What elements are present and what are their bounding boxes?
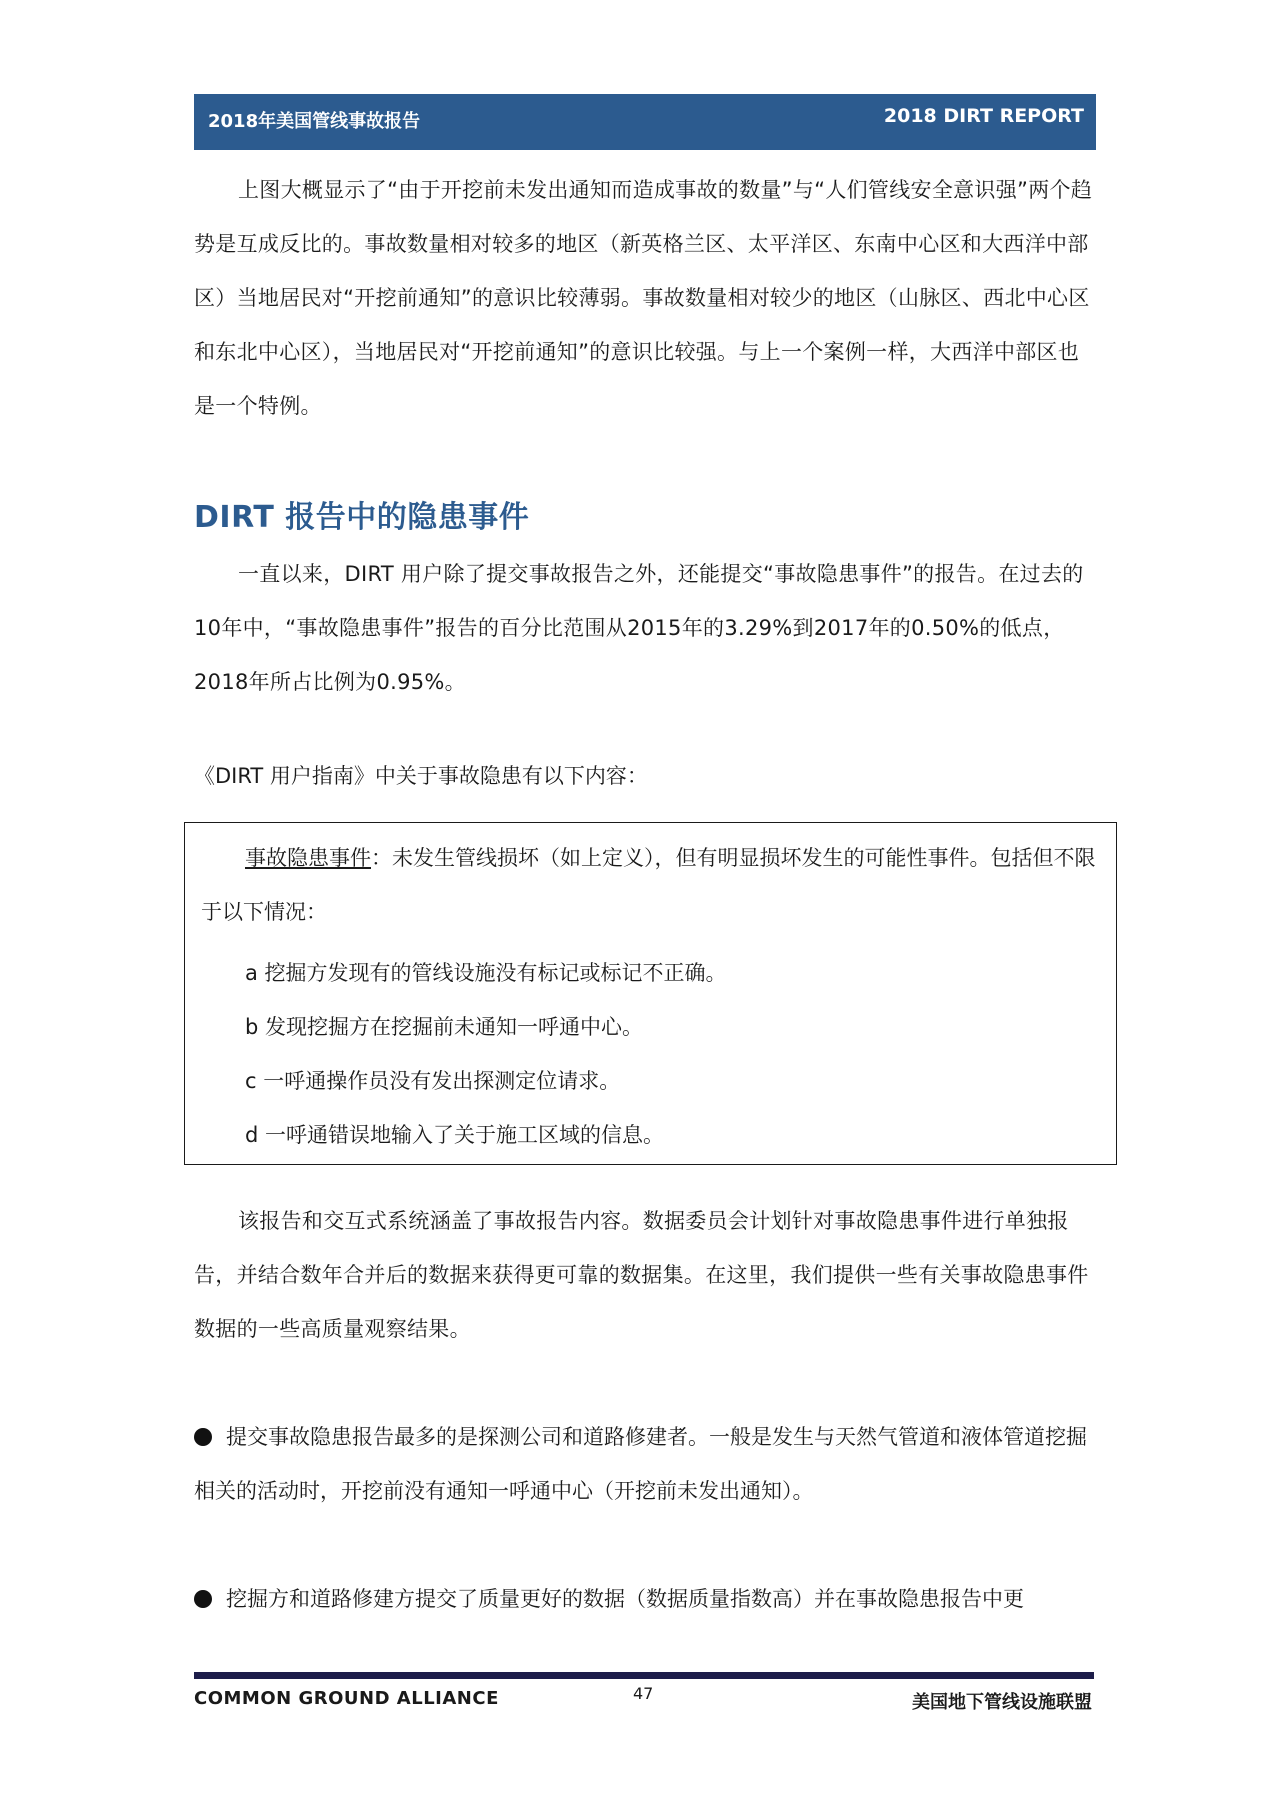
paragraph-trend-analysis: 上图大概显示了“由于开挖前未发出通知而造成事故的数量”与“人们管线安全意识强”两个趋势是互成反比的。事故数量相对较多的地区（新英格兰区、太平洋区、东南中心区和大西洋中部区）当地居民对“开挖前通知”的意识比较薄弱。事故数量相对较少的地区（山脉区、西北中心区和东北中心区），当地居民对“开挖前通知”的意识比较强。与上一个案例一样，大西洋中部区也是一个特例。 <box>194 178 1093 418</box>
page-number: 47 <box>633 1684 654 1703</box>
paragraph-near-miss-intro: 一直以来，DIRT 用户除了提交事故报告之外，还能提交“事故隐患事件”的报告。在过去的10年中，“事故隐患事件”报告的百分比范围从2015年的3.29%到2017年的0.50%的低点，2018年所占比例为0.95%。 <box>194 562 1084 694</box>
definition-item-c: c 一呼通操作员没有发出探测定位请求。 <box>245 1069 621 1093</box>
definition-item-b: b 发现挖掘方在挖掘前未通知一呼通中心。 <box>245 1015 644 1039</box>
definition-item-d: d 一呼通错误地输入了关于施工区域的信息。 <box>245 1123 665 1147</box>
bullet-dot-icon <box>194 1590 212 1608</box>
user-guide-intro: 《DIRT 用户指南》中关于事故隐患有以下内容： <box>194 764 648 788</box>
section-title: DIRT 报告中的隐患事件 <box>194 500 530 535</box>
header-title-cn: 2018年美国管线事故报告 <box>208 111 421 132</box>
footer-org-en: COMMON GROUND ALLIANCE <box>194 1688 499 1709</box>
definition-term: 事故隐患事件 <box>245 846 371 870</box>
page-header <box>194 94 1096 150</box>
definition-item-a: a 挖掘方发现有的管线设施没有标记或标记不正确。 <box>245 961 727 985</box>
bullet-text-1: 提交事故隐患报告最多的是探测公司和道路修建者。一般是发生与天然气管道和液体管道挖掘相关的活动时，开挖前没有通知一呼通中心（开挖前未发出通知）。 <box>194 1425 1087 1503</box>
definition-text: ：未发生管线损坏（如上定义），但有明显损坏发生的可能性事件。包括但不限于以下情况： <box>201 846 1096 924</box>
bullet-text-2: 挖掘方和道路修建方提交了质量更好的数据（数据质量指数高）并在事故隐患报告中更 <box>226 1587 1024 1611</box>
bullet-item-2 <box>194 1572 1098 1626</box>
definition-paragraph <box>201 831 1099 939</box>
paragraph-report-plan: 该报告和交互式系统涵盖了事故报告内容。数据委员会计划针对事故隐患事件进行单独报告，并结合数年合并后的数据来获得更可靠的数据集。在这里，我们提供一些有关事故隐患事件数据的一些高质量观察结果。 <box>194 1209 1089 1341</box>
header-title-en: 2018 DIRT REPORT <box>883 105 1084 127</box>
definition-box <box>184 822 1117 1165</box>
bullet-item-1 <box>194 1410 1098 1518</box>
bullet-dot-icon <box>194 1428 212 1446</box>
footer-org-cn: 美国地下管线设施联盟 <box>912 1692 1092 1713</box>
footer-divider <box>194 1672 1094 1679</box>
